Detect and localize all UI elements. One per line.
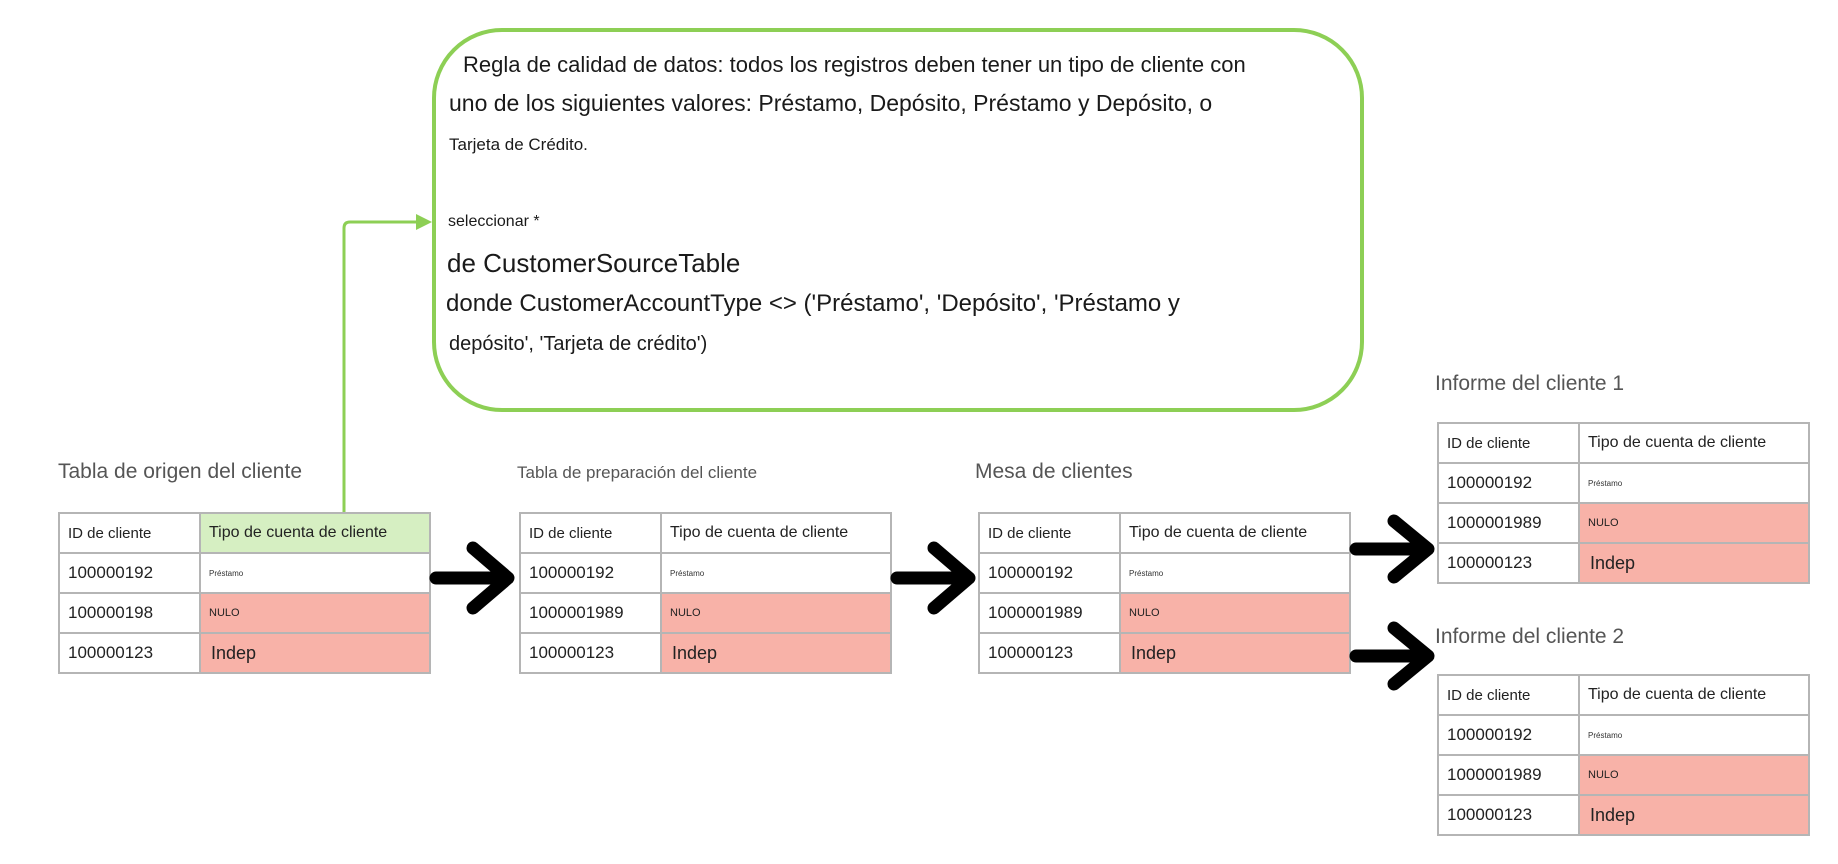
cell-id: 100000123 [59,633,200,673]
cell-account-type: Préstamo [1579,715,1809,755]
cell-account-type: NULO [1579,755,1809,795]
connector-arrow-icon [344,214,432,512]
header-id: ID de cliente [1438,675,1579,715]
cell-id: 1000001989 [1438,755,1579,795]
cell-id: 1000001989 [979,593,1120,633]
cell-account-type: Préstamo [1120,553,1350,593]
sql-from-line: de CustomerSourceTable [447,248,741,278]
header-id: ID de cliente [59,513,200,553]
customer-table-title: Mesa de clientes [975,460,1133,483]
staging-table-title: Tabla de preparación del cliente [517,463,758,482]
cell-account-type: NULO [661,593,891,633]
rule-text-line-2: uno de los siguientes valores: Préstamo, Depósito, Préstamo y Depósito, o [449,90,1213,116]
sql-select-line: seleccionar * [448,213,540,230]
cell-account-type: Indep [1579,543,1809,583]
cell-id: 100000192 [520,553,661,593]
cell-id: 100000123 [1438,543,1579,583]
right-arrow-icon [1356,628,1428,684]
cell-id: 100000192 [59,553,200,593]
sql-where-line-continued: depósito', 'Tarjeta de crédito') [449,333,708,355]
cell-account-type: NULO [1579,503,1809,543]
report-1-title: Informe del cliente 1 [1435,372,1625,395]
header-account-type: Tipo de cuenta de cliente [1579,423,1809,463]
right-arrow-icon [897,548,969,608]
rule-text-line-3: Tarjeta de Crédito. [449,135,588,154]
cell-account-type: Préstamo [200,553,430,593]
sql-where-line: donde CustomerAccountType <> ('Préstamo', 'Depósito', 'Préstamo y [446,290,1180,317]
header-account-type: Tipo de cuenta de cliente [661,513,891,553]
right-arrow-icon [1356,521,1428,577]
cell-account-type: Indep [1579,795,1809,835]
header-account-type: Tipo de cuenta de cliente [1579,675,1809,715]
report-2-title: Informe del cliente 2 [1435,625,1625,648]
cell-account-type: Indep [200,633,430,673]
cell-id: 100000192 [1438,715,1579,755]
header-account-type: Tipo de cuenta de cliente [1120,513,1350,553]
source-table-title: Tabla de origen del cliente [58,460,303,483]
cell-id: 100000123 [1438,795,1579,835]
cell-account-type: Indep [1120,633,1350,673]
cell-account-type: Préstamo [661,553,891,593]
cell-id: 1000001989 [1438,503,1579,543]
cell-account-type: NULO [1120,593,1350,633]
header-id: ID de cliente [520,513,661,553]
header-id: ID de cliente [1438,423,1579,463]
cell-id: 100000123 [979,633,1120,673]
cell-account-type: Préstamo [1579,463,1809,503]
header-id: ID de cliente [979,513,1120,553]
cell-id: 100000198 [59,593,200,633]
cell-id: 100000192 [979,553,1120,593]
cell-id: 100000123 [520,633,661,673]
cell-account-type: Indep [661,633,891,673]
right-arrow-icon [436,548,508,608]
cell-id: 100000192 [1438,463,1579,503]
header-account-type: Tipo de cuenta de cliente [200,513,430,553]
cell-id: 1000001989 [520,593,661,633]
rule-text-line-1: Regla de calidad de datos: todos los registros deben tener un tipo de cliente con [463,52,1246,77]
cell-account-type: NULO [200,593,430,633]
